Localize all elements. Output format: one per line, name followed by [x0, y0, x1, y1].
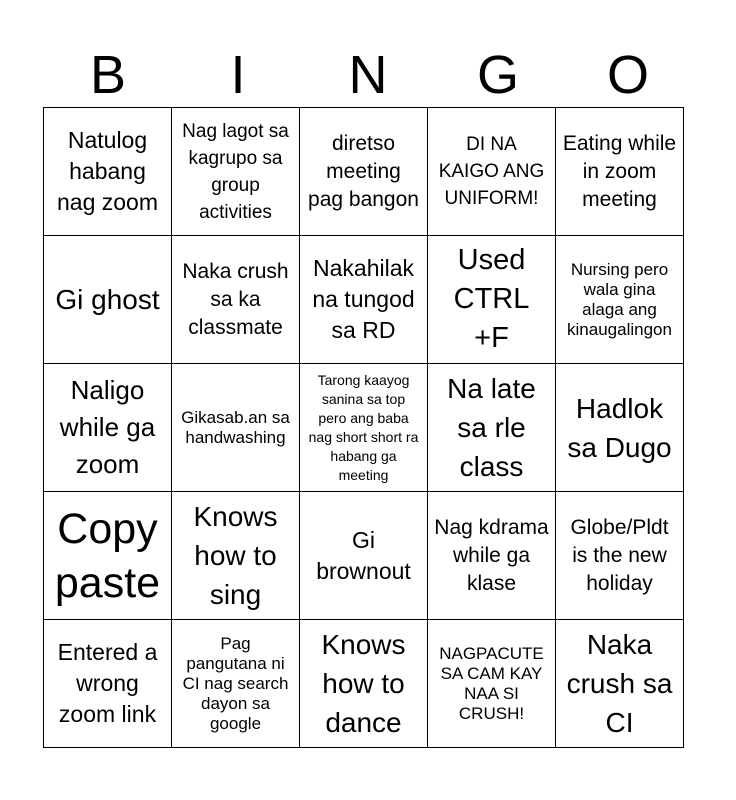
board-row-2 [44, 236, 684, 364]
bingo-cell[interactable]: Knows how to sing [172, 492, 300, 620]
header-letter-b: B [89, 45, 127, 105]
bingo-board [43, 107, 684, 748]
board-row-4 [44, 492, 684, 620]
board-row-1 [44, 108, 684, 236]
header-letter-n: N [348, 45, 388, 105]
bingo-cell[interactable]: Eating while in zoom meeting [556, 108, 684, 236]
header-letter-i: I [230, 45, 246, 105]
header-letter-o: O [606, 45, 649, 105]
bingo-cell[interactable]: Gi ghost [44, 236, 172, 364]
bingo-cell[interactable]: NAGPACUTE SA CAM KAY NAA SI CRUSH! [428, 620, 556, 748]
bingo-cell[interactable]: Nursing pero wala gina alaga ang kinaugalingon [556, 236, 684, 364]
bingo-cell[interactable]: diretso meeting pag bangon [300, 108, 428, 236]
bingo-cell[interactable]: Entered a wrong zoom link [44, 620, 172, 748]
bingo-cell[interactable]: Gi brownout [300, 492, 428, 620]
bingo-cell[interactable]: Used CTRL +F [428, 236, 556, 364]
bingo-header [43, 44, 693, 106]
bingo-cell[interactable]: Nag kdrama while ga klase [428, 492, 556, 620]
board-row-3 [44, 364, 684, 492]
bingo-cell[interactable]: Pag pangutana ni CI nag search dayon sa google [172, 620, 300, 748]
bingo-cell[interactable]: DI NA KAIGO ANG UNIFORM! [428, 108, 556, 236]
header-letter-g: G [476, 45, 519, 105]
bingo-cell[interactable]: Nakahilak na tungod sa RD [300, 236, 428, 364]
bingo-cell[interactable]: Natulog habang nag zoom [44, 108, 172, 236]
bingo-cell[interactable]: Naka crush sa ka classmate [172, 236, 300, 364]
bingo-cell[interactable]: Tarong kaayog sanina sa top pero ang baba nag short short ra habang ga meeting [300, 364, 428, 492]
bingo-cell[interactable]: Hadlok sa Dugo [556, 364, 684, 492]
bingo-cell[interactable]: Naka crush sa CI [556, 620, 684, 748]
bingo-cell[interactable]: Globe/Pldt is the new holiday [556, 492, 684, 620]
bingo-cell[interactable]: Copy paste [44, 492, 172, 620]
bingo-cell[interactable]: Gikasab.an sa handwashing [172, 364, 300, 492]
board-row-5 [44, 620, 684, 748]
bingo-cell[interactable]: Nag lagot sa kagrupo sa group activities [172, 108, 300, 236]
bingo-cell[interactable]: Naligo while ga zoom [44, 364, 172, 492]
bingo-cell[interactable]: Knows how to dance [300, 620, 428, 748]
bingo-cell[interactable]: Na late sa rle class [428, 364, 556, 492]
